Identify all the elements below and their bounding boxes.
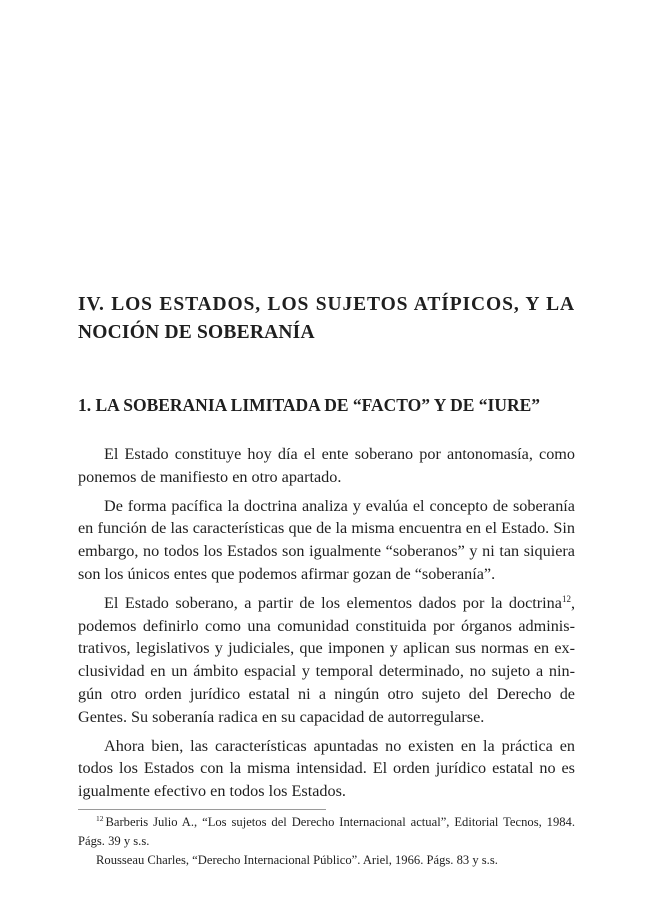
footnote-separator [78,809,326,810]
paragraph-1: El Estado constituye hoy día el ente soberano por antonomasía, como ponemos de manifiesto en otro apartado. [78,445,575,486]
body-text [78,443,575,809]
paragraph-3 [78,592,575,729]
footnote-12 [78,813,575,850]
paragraph-3-text-before-ref: El Estado soberano, a partir de los elementos dados por la doctrina [104,593,562,612]
paragraph-4: Ahora bien, las características apuntadas no existen en la práctica en todos los Estados con la misma intensidad. El orden jurídico estatal no es igualmente efectivo en todos los Estados. [78,736,575,801]
footnote-reference-12[interactable]: 12 [561,593,571,604]
footnote-continuation: Rousseau Charles, “Derecho Internacional Público”. Ariel, 1966. Págs. 83 y s.s. [96,853,498,867]
paragraph-2: De forma pacífica la doctrina analiza y evalúa el concepto de soberanía en función de las características que de la misma encuentra en el Estado. Sin embargo, no todos los Estados son igualmente “soberanos” y ni tan siquiera son los únicos entes que podemos afirmar gozan de “soberanía”. [78,496,575,583]
footnote-12-text: Barberis Julio A., “Los sujetos del Derecho Internacional actual”, Editorial Tecnos, 1984. Págs. 39 y s.s. [78,815,575,848]
footnote-marker: 12 [96,814,104,823]
section-title: 1. LA SOBERANIA LIMITADA DE “FACTO” Y DE “IURE” [78,395,541,415]
chapter-title-line-1: IV. LOS ESTADOS, LOS SUJETOS ATÍPICOS, Y LA [78,294,575,315]
chapter-title [78,291,575,347]
chapter-title-line-2: NOCIÓN DE SOBERANÍA [78,322,315,343]
paragraph-3-text-after-ref: , podemos definirlo como una comunidad constituida por órganos administrativos, legislativos y judiciales, que imponen y aplican sus normas en exclusividad en un ámbito espacial y temporal determinado, no sujeto a ningún otro orden jurídico estatal ni a ningún otro sujeto del Derecho de Gentes. Su soberanía radica en su capacidad de autorregularse. [78,593,575,726]
footnotes [78,813,575,870]
